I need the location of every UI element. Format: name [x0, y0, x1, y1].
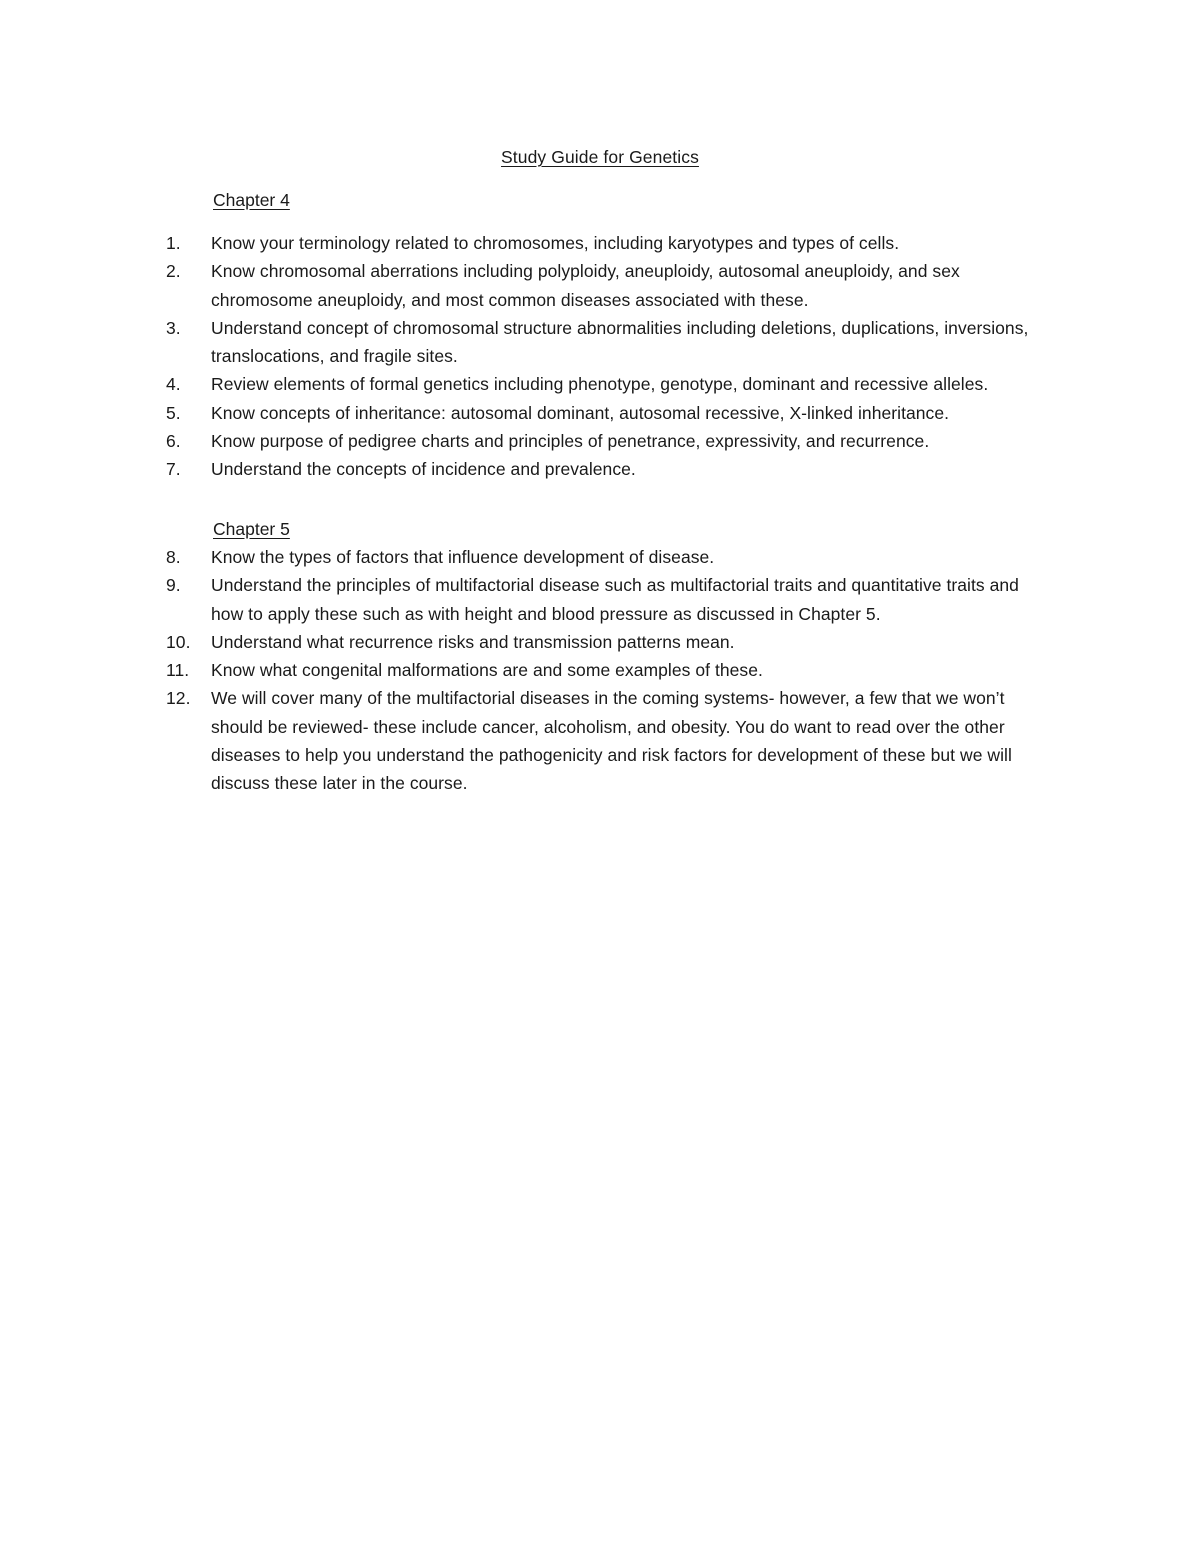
- item-text: Know concepts of inheritance: autosomal dominant, autosomal recessive, X-linked inheritance.: [211, 402, 950, 423]
- list-item: [0, 455, 1056, 483]
- item-text: Understand what recurrence risks and transmission patterns mean.: [211, 631, 735, 652]
- list-item: [0, 314, 1056, 371]
- item-number: 3.: [166, 317, 181, 338]
- list-item: [0, 628, 1056, 656]
- item-number: 2.: [166, 261, 181, 282]
- list-item: [0, 229, 1056, 257]
- list-item: [0, 656, 1056, 684]
- item-text: We will cover many of the multifactorial diseases in the coming systems- however, a few that we won’t should be reviewed- these include cancer, alcoholism, and obesity. You do want to read over the other diseases to help you understand the pathogenicity and risk factors for development of these but we will discuss these later in the course.: [211, 688, 1012, 794]
- item-number: 4.: [166, 374, 181, 395]
- chapter-5-heading: Chapter 5: [213, 519, 290, 539]
- item-text: Know purpose of pedigree charts and principles of penetrance, expressivity, and recurrence.: [211, 431, 930, 452]
- list-item: [0, 257, 1056, 314]
- item-text: Understand the principles of multifactorial disease such as multifactorial traits and quantitative traits and how to apply these such as with height and blood pressure as discussed in Chapter 5.: [211, 575, 1019, 624]
- list-item: [0, 427, 1056, 455]
- list-item: [0, 399, 1056, 427]
- item-text: Know what congenital malformations are and some examples of these.: [211, 660, 763, 681]
- chapter-4-list: [0, 229, 1200, 484]
- list-item: [0, 370, 1056, 398]
- item-number: 10.: [166, 631, 191, 652]
- item-text: Review elements of formal genetics including phenotype, genotype, dominant and recessive alleles.: [211, 374, 989, 395]
- item-text: Understand concept of chromosomal structure abnormalities including deletions, duplications, inversions, translocations, and fragile sites.: [211, 317, 1029, 367]
- item-text: Understand the concepts of incidence and prevalence.: [211, 459, 636, 480]
- item-number: 6.: [166, 431, 181, 452]
- list-item: [0, 684, 1056, 797]
- item-number: 11.: [166, 660, 190, 681]
- item-number: 5.: [166, 402, 181, 423]
- item-text: Know chromosomal aberrations including polyploidy, aneuploidy, autosomal aneuploidy, and sex chromosome aneuploidy, and most common diseases associated with these.: [211, 261, 960, 310]
- list-item: [0, 543, 1056, 571]
- chapter-5-list: [0, 543, 1200, 798]
- item-number: 1.: [166, 233, 181, 253]
- item-text: Know your terminology related to chromosomes, including karyotypes and types of cells.: [211, 233, 900, 253]
- document-title: Study Guide for Genetics: [501, 147, 699, 167]
- item-number: 9.: [166, 575, 181, 596]
- item-text: Know the types of factors that influence development of disease.: [211, 547, 715, 567]
- item-number: 12.: [166, 688, 191, 709]
- list-item: [0, 571, 1056, 628]
- item-number: 8.: [166, 547, 181, 567]
- item-number: 7.: [166, 459, 181, 480]
- chapter-4-heading: Chapter 4: [213, 190, 290, 210]
